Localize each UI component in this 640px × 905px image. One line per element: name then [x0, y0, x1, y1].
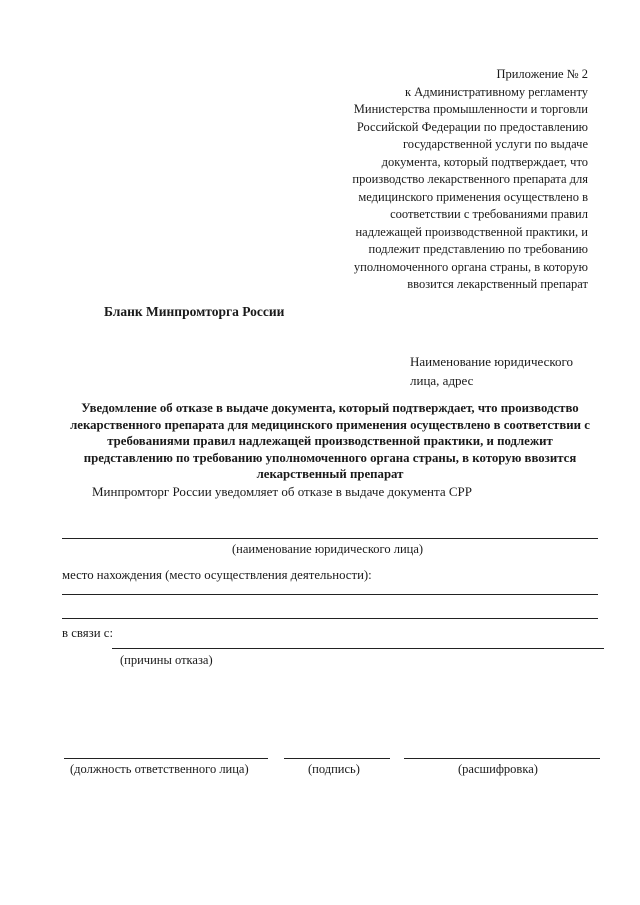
appendix-line: документа, который подтверждает, что: [381, 154, 588, 169]
appendix-line: к Административному регламенту: [404, 84, 588, 99]
notice-title: [60, 400, 600, 483]
decoding-line: [404, 758, 600, 759]
reasons-line: [112, 648, 604, 649]
notice-title-line: Уведомление об отказе в выдаче документа, который подтверждает, что производство: [81, 401, 579, 415]
reasons-caption: (причины отказа): [120, 653, 213, 667]
legal-entity-caption: (наименование юридического лица): [232, 542, 424, 556]
location-label: место нахождения (место осуществления деятельности):: [62, 568, 372, 582]
decoding-caption: (расшифровка): [458, 762, 538, 776]
position-line: [64, 758, 268, 759]
appendix-line: ввозится лекарственный препарат: [407, 277, 588, 291]
location-line-2: [62, 618, 598, 619]
recipient-line: Наименование юридического: [410, 354, 574, 369]
appendix-line: уполномоченного органа страны, в которую: [353, 259, 588, 274]
appendix-line: Российской Федерации по предоставлению: [356, 119, 588, 134]
appendix-line: медицинского применения осуществлено в: [358, 189, 588, 204]
notice-title-line: требованиями правил надлежащей производственной практики, и подлежит: [107, 434, 553, 448]
appendix-line: подлежит представлению по требованию: [368, 242, 588, 256]
legal-entity-line: [62, 538, 598, 539]
letterhead: Бланк Минпромторга России: [104, 304, 285, 319]
signature-caption: (подпись): [308, 762, 360, 776]
recipient-block: [410, 352, 573, 390]
appendix-line: соответствии с требованиями правил: [390, 207, 588, 221]
appendix-line: Министерства промышленности и торговли: [353, 102, 588, 116]
notice-title-line: лекарственный препарат: [256, 467, 404, 481]
appendix-header: [330, 66, 588, 294]
recipient-line: лица, адрес: [410, 373, 474, 388]
appendix-line: надлежащей производственной практики, и: [355, 224, 588, 239]
notice-title-line: лекарственного препарата для медицинского применения осуществлено в соответствии с: [70, 417, 590, 432]
signature-line: [284, 758, 390, 759]
intro-text: Минпромторг России уведомляет об отказе в выдаче документа СРР: [92, 484, 472, 499]
in-connection-label: в связи с:: [62, 626, 114, 640]
notice-title-line: представлению по требованию уполномоченного органа страны, в которую ввозится: [83, 450, 577, 465]
location-line-1: [62, 594, 598, 595]
appendix-line: государственной услуги по выдаче: [402, 137, 588, 151]
position-caption: (должность ответственного лица): [70, 762, 249, 776]
appendix-line: производство лекарственного препарата для: [352, 172, 588, 186]
appendix-line: Приложение № 2: [496, 67, 588, 81]
